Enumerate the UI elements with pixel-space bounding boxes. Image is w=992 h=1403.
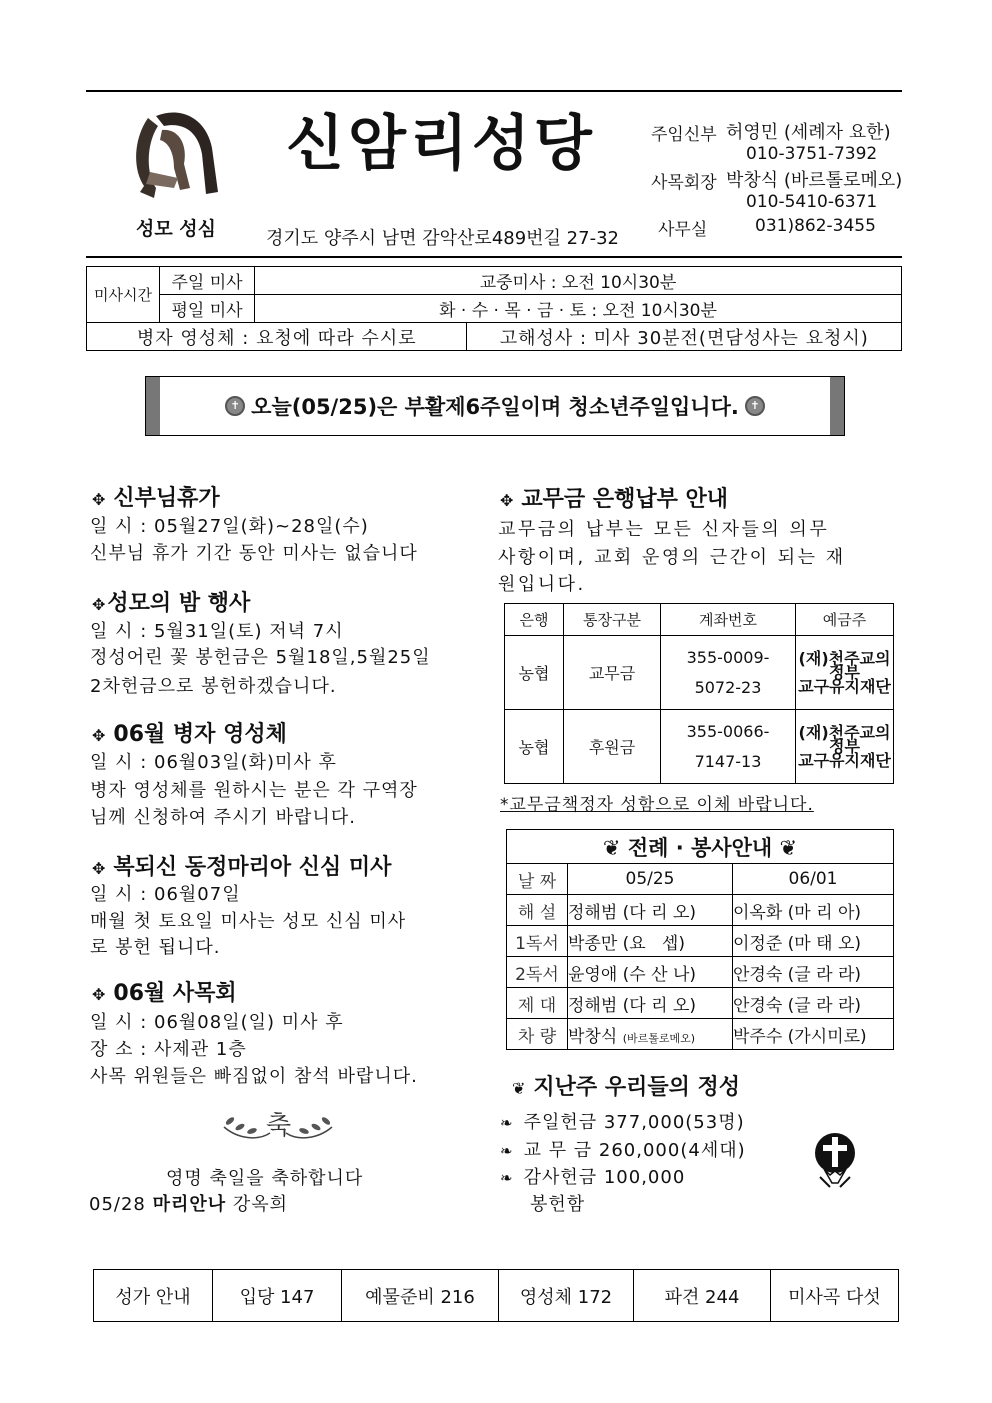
section-line: 2차헌금으로 봉헌하겠습니다. bbox=[90, 676, 337, 697]
mass-schedule-table bbox=[86, 266, 902, 351]
diamond-bullet-icon: ✥ bbox=[92, 859, 106, 878]
liturgy-row bbox=[507, 895, 894, 926]
section-title: ✥ 06월 사목회 bbox=[92, 981, 237, 1006]
pastor-label: 주임신부 bbox=[651, 125, 717, 145]
role: 2독서 bbox=[507, 957, 568, 988]
section-line: 사목 위원들은 빠짐없이 참석 바랍니다. bbox=[90, 1066, 418, 1087]
bank-row bbox=[505, 710, 894, 784]
logo-caption: 성모 성심 bbox=[135, 218, 217, 240]
assignee: 정해범 (다 리 오) bbox=[568, 895, 733, 926]
leaf-bullet-icon: ❧ bbox=[500, 1169, 514, 1187]
section-line: 님께 신청하여 주시기 바랍니다. bbox=[90, 807, 356, 828]
weekday-mass-label: 평일 미사 bbox=[160, 295, 255, 323]
bank-desc-line: 사항이며, 교회 운영의 근간이 되는 재 bbox=[498, 547, 846, 568]
chair-name: 박창식 (바르톨로메오) bbox=[726, 170, 903, 191]
role: 제 대 bbox=[507, 988, 568, 1019]
bank-desc-line: 교무금의 납부는 모든 신자들의 의무 bbox=[498, 519, 830, 540]
bank-table bbox=[504, 603, 894, 784]
chair-phone: 010-5410-6371 bbox=[746, 192, 878, 212]
liturgy-row bbox=[507, 988, 894, 1019]
assignee: 정해범 (다 리 오) bbox=[568, 988, 733, 1019]
leaf-bullet-icon: ❦ bbox=[512, 1079, 526, 1098]
role: 해 설 bbox=[507, 895, 568, 926]
assignee: 이옥화 (마 리 아) bbox=[733, 895, 894, 926]
office-phone: 031)862-3455 bbox=[755, 216, 876, 236]
bank-desc-line: 원입니다. bbox=[498, 574, 586, 595]
account-number: 355-0009- 5072-23 bbox=[661, 636, 796, 710]
sick-communion: 병자 영성체 : 요청에 따라 수시로 bbox=[87, 323, 467, 351]
assignee: 윤영애 (수 산 나) bbox=[568, 957, 733, 988]
hymn-entrance: 입당 147 bbox=[213, 1270, 342, 1322]
celebration-text: 영명 축일을 축하합니다 bbox=[166, 1168, 364, 1189]
account-number: 355-0066- 7147-13 bbox=[661, 710, 796, 784]
banner-left-bar bbox=[146, 377, 160, 435]
assignee: 안경숙 (글 라 라) bbox=[733, 988, 894, 1019]
date-col: 05/25 bbox=[568, 864, 733, 895]
hymn-table bbox=[93, 1269, 899, 1322]
diamond-bullet-icon: ✥ bbox=[92, 490, 106, 509]
weekday-mass-time: 화 · 수 · 목 · 금 · 토 : 오전 10시30분 bbox=[255, 295, 902, 323]
account-holder: (재)천주교의정부 교구유지재단 bbox=[796, 636, 894, 710]
church-address: 경기도 양주시 남면 감악산로489번길 27-32 bbox=[266, 228, 619, 249]
liturgy-row bbox=[507, 926, 894, 957]
bank-name: 농협 bbox=[505, 710, 564, 784]
section-line: 일 시 : 06월07일 bbox=[90, 884, 241, 905]
hymn-label: 성가 안내 bbox=[94, 1270, 213, 1322]
leaf-bullet-icon: ❧ bbox=[500, 1142, 514, 1160]
hymn-recessional: 파견 244 bbox=[634, 1270, 771, 1322]
diamond-bullet-icon: ✥ bbox=[500, 491, 514, 510]
section-line: 일 시 : 5월31일(토) 저녁 7시 bbox=[90, 621, 344, 642]
section-title: ✥ 복되신 동정마리아 신심 미사 bbox=[92, 855, 392, 880]
bank-header: 계좌번호 bbox=[661, 604, 796, 636]
liturgy-title: ❦ 전례 · 봉사안내 ❦ bbox=[507, 830, 894, 864]
bank-row bbox=[505, 636, 894, 710]
account-holder: (재)천주교의정부 교구유지재단 bbox=[796, 710, 894, 784]
account-type: 후원금 bbox=[564, 710, 661, 784]
date-label: 날 짜 bbox=[507, 864, 568, 895]
mass-time-label: 미사시간 bbox=[87, 267, 160, 323]
pastor-name: 허영민 (세례자 요한) bbox=[726, 122, 891, 143]
chair-label: 사목회장 bbox=[651, 173, 717, 193]
bank-name: 농협 bbox=[505, 636, 564, 710]
leaf-bullet-icon: ❧ bbox=[500, 1114, 514, 1132]
section-line: 일 시 : 06월08일(일) 미사 후 bbox=[90, 1012, 344, 1033]
bank-section-title: ✥ 교무금 은행납부 안내 bbox=[500, 487, 728, 512]
liturgy-row bbox=[507, 1019, 894, 1050]
offering-item: ❧ 감사헌금 100,000 bbox=[500, 1167, 686, 1188]
offering-item: ❧ 주일헌금 377,000(53명) bbox=[500, 1112, 745, 1133]
offering-item-last: 봉헌함 bbox=[530, 1194, 586, 1215]
section-title: ✥ 06월 병자 영성체 bbox=[92, 722, 287, 747]
banner-right-bar bbox=[830, 377, 844, 435]
diamond-bullet-icon: ✥ bbox=[92, 595, 106, 614]
section-line: 매월 첫 토요일 미사는 성모 신심 미사 bbox=[90, 911, 407, 932]
church-name: 신암리성당 bbox=[286, 109, 596, 179]
today-banner bbox=[145, 376, 845, 436]
account-type: 교무금 bbox=[564, 636, 661, 710]
date-col: 06/01 bbox=[733, 864, 894, 895]
hymn-communion: 영성체 172 bbox=[499, 1270, 634, 1322]
diamond-bullet-icon: ✥ bbox=[92, 985, 106, 1004]
assignee: 이정준 (마 태 오) bbox=[733, 926, 894, 957]
section-line: 일 시 : 06월03일(화)미사 후 bbox=[90, 752, 337, 773]
assignee: 박주수 (가시미로) bbox=[733, 1019, 894, 1050]
offerings-title: ❦ 지난주 우리들의 정성 bbox=[512, 1075, 740, 1100]
celebration-badge bbox=[218, 1103, 338, 1145]
section-line: 로 봉헌 됩니다. bbox=[90, 937, 221, 958]
celebration-date: 05/28 bbox=[89, 1194, 146, 1215]
sunday-mass-label: 주일 미사 bbox=[160, 267, 255, 295]
liturgy-row bbox=[507, 957, 894, 988]
liturgy-table bbox=[506, 829, 894, 1050]
bank-note: *교무금책정자 성함으로 이체 바랍니다. bbox=[500, 795, 814, 815]
celebration-baptismal-name: 마리안나 bbox=[152, 1194, 227, 1215]
assignee: 안경숙 (글 라 라) bbox=[733, 957, 894, 988]
top-rule bbox=[86, 90, 902, 92]
pastor-phone: 010-3751-7392 bbox=[746, 144, 878, 164]
header-rule bbox=[86, 256, 902, 258]
bank-header: 예금주 bbox=[796, 604, 894, 636]
church-logo bbox=[126, 108, 226, 204]
banner-text: 오늘(05/25)은 부활제6주일이며 청소년주일입니다. bbox=[251, 395, 739, 419]
cross-medal-icon: ✝ bbox=[225, 396, 245, 416]
bank-header: 은행 bbox=[505, 604, 564, 636]
confession: 고해성사 : 미사 30분전(면담성사는 요청시) bbox=[467, 323, 902, 351]
section-line: 병자 영성체를 원하시는 분은 각 구역장 bbox=[90, 780, 418, 801]
section-title: ✥성모의 밤 행사 bbox=[92, 591, 251, 616]
cross-medal-icon: ✝ bbox=[745, 396, 765, 416]
assignee: 박창식 (바르톨로메오) bbox=[568, 1019, 733, 1050]
section-title: ✥ 신부님휴가 bbox=[92, 486, 220, 511]
sunday-mass-time: 교중미사 : 오전 10시30분 bbox=[255, 267, 902, 295]
hymn-offertory: 예물준비 216 bbox=[342, 1270, 499, 1322]
offering-item: ❧ 교 무 금 260,000(4세대) bbox=[500, 1140, 746, 1161]
celebration-person bbox=[89, 1190, 288, 1216]
bank-header: 통장구분 bbox=[564, 604, 661, 636]
praying-cross-icon bbox=[810, 1131, 860, 1189]
assignee: 박종만 (요 셉) bbox=[568, 926, 733, 957]
celebration-name: 강옥희 bbox=[232, 1194, 289, 1215]
section-line: 신부님 휴가 기간 동안 미사는 없습니다 bbox=[90, 543, 418, 564]
role: 차 량 bbox=[507, 1019, 568, 1050]
section-line: 정성어린 꽃 봉헌금은 5월18일,5월25일 bbox=[90, 647, 431, 668]
diamond-bullet-icon: ✥ bbox=[92, 726, 106, 745]
role: 1독서 bbox=[507, 926, 568, 957]
section-line: 장 소 : 사제관 1층 bbox=[90, 1039, 247, 1060]
celebration-badge-text: 축 bbox=[266, 1111, 292, 1141]
section-line: 일 시 : 05월27일(화)~28일(수) bbox=[90, 516, 369, 537]
hymn-mass-setting: 미사곡 다섯 bbox=[771, 1270, 899, 1322]
office-label: 사무실 bbox=[658, 220, 708, 240]
